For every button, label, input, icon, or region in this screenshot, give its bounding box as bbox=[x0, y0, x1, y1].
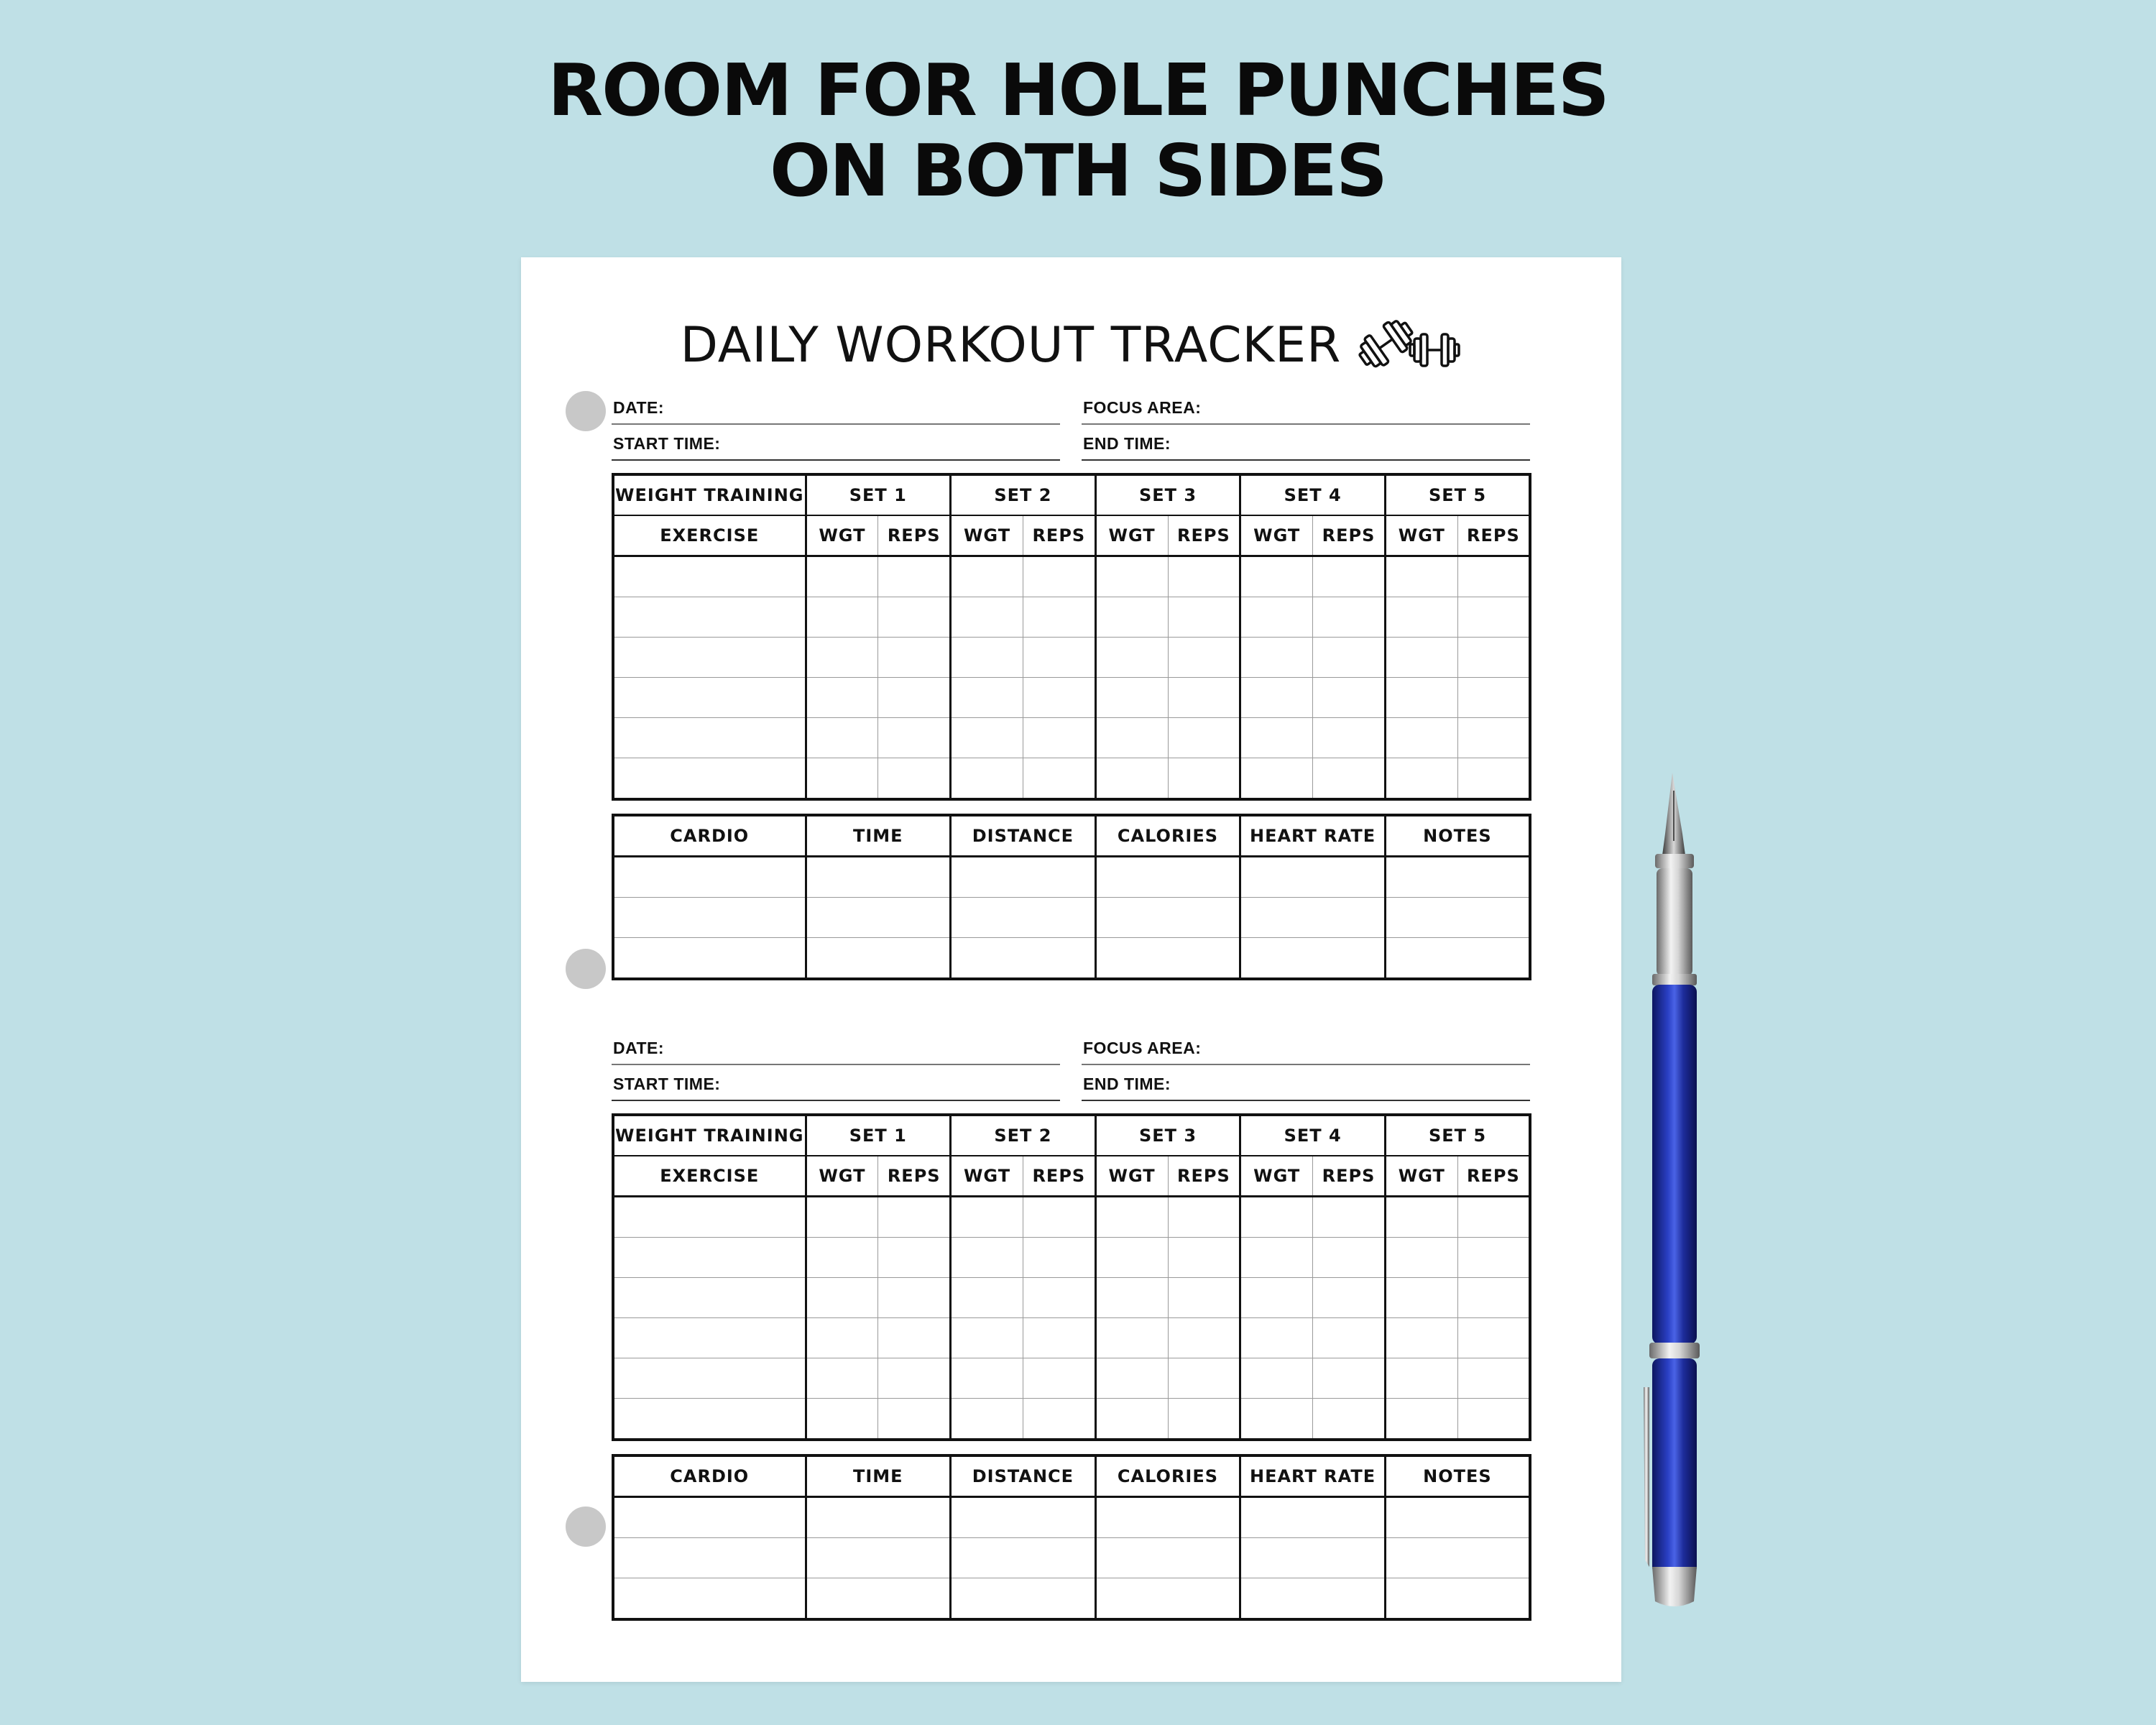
end-time-label: END TIME: bbox=[1083, 1075, 1171, 1093]
reps-cell[interactable] bbox=[1457, 638, 1530, 678]
exercise-cell[interactable] bbox=[613, 678, 806, 718]
reps-cell[interactable] bbox=[878, 638, 951, 678]
reps-cell[interactable] bbox=[1457, 758, 1530, 800]
exercise-row bbox=[613, 638, 1530, 678]
cardio-column-header: HEART RATE bbox=[1240, 815, 1386, 857]
reps-cell[interactable] bbox=[1168, 1238, 1240, 1278]
reps-cell[interactable] bbox=[1457, 597, 1530, 638]
headline bbox=[0, 50, 2156, 211]
wgt-header: WGT bbox=[806, 1156, 878, 1197]
cardio-cell[interactable] bbox=[806, 898, 951, 938]
exercise-row bbox=[613, 1399, 1530, 1440]
cardio-row bbox=[613, 1578, 1530, 1620]
wgt-cell[interactable] bbox=[951, 1197, 1023, 1238]
start-time-field[interactable] bbox=[612, 426, 1060, 461]
cardio-column-header: NOTES bbox=[1385, 1455, 1530, 1497]
set-header: SET 3 bbox=[1095, 474, 1240, 515]
reps-cell[interactable] bbox=[1313, 1238, 1386, 1278]
wgt-cell[interactable] bbox=[1385, 1318, 1457, 1358]
weight-training-header: WEIGHT TRAINING bbox=[613, 1115, 806, 1156]
exercise-cell[interactable] bbox=[613, 1238, 806, 1278]
exercise-cell[interactable] bbox=[613, 556, 806, 597]
wgt-cell[interactable] bbox=[806, 1278, 878, 1318]
reps-cell[interactable] bbox=[1457, 1318, 1530, 1358]
reps-cell[interactable] bbox=[878, 1197, 951, 1238]
reps-cell[interactable] bbox=[1168, 638, 1240, 678]
exercise-row bbox=[613, 758, 1530, 800]
cardio-cell[interactable] bbox=[951, 1538, 1096, 1578]
focus-area-label: FOCUS AREA: bbox=[1083, 398, 1202, 417]
wgt-cell[interactable] bbox=[1240, 678, 1313, 718]
reps-cell[interactable] bbox=[878, 1358, 951, 1399]
reps-cell[interactable] bbox=[1023, 758, 1095, 800]
start-time-field[interactable] bbox=[612, 1067, 1060, 1101]
focus-area-field[interactable] bbox=[1082, 1031, 1530, 1065]
wgt-cell[interactable] bbox=[951, 1399, 1023, 1440]
exercise-cell[interactable] bbox=[613, 1318, 806, 1358]
reps-cell[interactable] bbox=[878, 1238, 951, 1278]
reps-header: REPS bbox=[1313, 1156, 1386, 1197]
reps-cell[interactable] bbox=[878, 678, 951, 718]
exercise-row bbox=[613, 1318, 1530, 1358]
wgt-cell[interactable] bbox=[1385, 1197, 1457, 1238]
exercise-cell[interactable] bbox=[613, 638, 806, 678]
reps-cell[interactable] bbox=[1023, 1358, 1095, 1399]
set-header: SET 2 bbox=[951, 1115, 1096, 1156]
wgt-cell[interactable] bbox=[1385, 718, 1457, 758]
wgt-cell[interactable] bbox=[1095, 1318, 1168, 1358]
wgt-cell[interactable] bbox=[1240, 758, 1313, 800]
wgt-cell[interactable] bbox=[1095, 718, 1168, 758]
reps-cell[interactable] bbox=[1023, 1238, 1095, 1278]
cardio-cell[interactable] bbox=[951, 857, 1096, 898]
wgt-header: WGT bbox=[1240, 515, 1313, 556]
exercise-cell[interactable] bbox=[613, 597, 806, 638]
headline-line-1: ROOM FOR HOLE PUNCHES bbox=[548, 48, 1608, 132]
set-header: SET 4 bbox=[1240, 474, 1386, 515]
reps-cell[interactable] bbox=[1168, 1358, 1240, 1399]
reps-cell[interactable] bbox=[1457, 678, 1530, 718]
cardio-cell[interactable] bbox=[613, 898, 806, 938]
reps-cell[interactable] bbox=[1457, 1399, 1530, 1440]
reps-cell[interactable] bbox=[1457, 1358, 1530, 1399]
cardio-cell[interactable] bbox=[1095, 1578, 1240, 1620]
reps-cell[interactable] bbox=[1168, 1399, 1240, 1440]
cardio-cell[interactable] bbox=[806, 1538, 951, 1578]
wgt-header: WGT bbox=[1095, 1156, 1168, 1197]
workout-section-2 bbox=[612, 1031, 1529, 1621]
cardio-column-header: NOTES bbox=[1385, 815, 1530, 857]
set-header: SET 1 bbox=[806, 474, 951, 515]
wgt-cell[interactable] bbox=[1095, 678, 1168, 718]
punch-hole-top bbox=[566, 391, 606, 431]
reps-cell[interactable] bbox=[1313, 1278, 1386, 1318]
wgt-header: WGT bbox=[1240, 1156, 1313, 1197]
wgt-cell[interactable] bbox=[806, 1399, 878, 1440]
wgt-cell[interactable] bbox=[951, 597, 1023, 638]
reps-cell[interactable] bbox=[1023, 718, 1095, 758]
cardio-cell[interactable] bbox=[806, 857, 951, 898]
exercise-cell[interactable] bbox=[613, 1197, 806, 1238]
reps-cell[interactable] bbox=[1168, 1197, 1240, 1238]
reps-cell[interactable] bbox=[1313, 678, 1386, 718]
reps-header: REPS bbox=[878, 515, 951, 556]
date-field[interactable] bbox=[612, 1031, 1060, 1065]
reps-cell[interactable] bbox=[1023, 597, 1095, 638]
exercise-header: EXERCISE bbox=[613, 1156, 806, 1197]
wgt-cell[interactable] bbox=[1240, 1278, 1313, 1318]
reps-cell[interactable] bbox=[1168, 678, 1240, 718]
end-time-label: END TIME: bbox=[1083, 434, 1171, 453]
cardio-column-header: CARDIO bbox=[613, 815, 806, 857]
reps-header: REPS bbox=[1457, 1156, 1530, 1197]
wgt-header: WGT bbox=[1385, 515, 1457, 556]
cardio-cell[interactable] bbox=[1240, 857, 1386, 898]
cardio-column-header: TIME bbox=[806, 815, 951, 857]
cardio-cell[interactable] bbox=[1095, 857, 1240, 898]
wgt-cell[interactable] bbox=[1240, 1318, 1313, 1358]
pen-end-cap bbox=[1652, 1567, 1697, 1606]
cardio-cell[interactable] bbox=[1385, 898, 1530, 938]
cardio-cell[interactable] bbox=[1385, 938, 1530, 980]
reps-cell[interactable] bbox=[878, 597, 951, 638]
cardio-cell[interactable] bbox=[613, 938, 806, 980]
wgt-cell[interactable] bbox=[1095, 1399, 1168, 1440]
reps-cell[interactable] bbox=[1457, 1278, 1530, 1318]
cardio-cell[interactable] bbox=[1095, 1538, 1240, 1578]
end-time-field[interactable] bbox=[1082, 426, 1530, 461]
cardio-row bbox=[613, 898, 1530, 938]
reps-header: REPS bbox=[878, 1156, 951, 1197]
reps-cell[interactable] bbox=[1168, 556, 1240, 597]
wgt-cell[interactable] bbox=[1385, 758, 1457, 800]
wgt-cell[interactable] bbox=[806, 1197, 878, 1238]
cardio-cell[interactable] bbox=[613, 1538, 806, 1578]
cardio-column-header: CALORIES bbox=[1095, 1455, 1240, 1497]
reps-cell[interactable] bbox=[1313, 556, 1386, 597]
reps-cell[interactable] bbox=[1023, 638, 1095, 678]
wgt-cell[interactable] bbox=[1240, 1358, 1313, 1399]
cardio-cell[interactable] bbox=[806, 938, 951, 980]
reps-cell[interactable] bbox=[1168, 597, 1240, 638]
wgt-cell[interactable] bbox=[806, 678, 878, 718]
wgt-cell[interactable] bbox=[951, 758, 1023, 800]
wgt-cell[interactable] bbox=[806, 556, 878, 597]
wgt-cell[interactable] bbox=[1095, 1278, 1168, 1318]
cardio-cell[interactable] bbox=[1385, 1578, 1530, 1620]
fountain-pen bbox=[1628, 769, 1721, 1617]
pen-barrel bbox=[1652, 985, 1697, 1344]
reps-cell[interactable] bbox=[1023, 1318, 1095, 1358]
wgt-cell[interactable] bbox=[1095, 1358, 1168, 1399]
cardio-cell[interactable] bbox=[613, 1578, 806, 1620]
reps-cell[interactable] bbox=[1313, 597, 1386, 638]
reps-header: REPS bbox=[1168, 1156, 1240, 1197]
wgt-cell[interactable] bbox=[1385, 638, 1457, 678]
date-field[interactable] bbox=[612, 390, 1060, 425]
cardio-cell[interactable] bbox=[806, 1497, 951, 1538]
weight-training-header: WEIGHT TRAINING bbox=[613, 474, 806, 515]
wgt-cell[interactable] bbox=[806, 1318, 878, 1358]
wgt-cell[interactable] bbox=[1240, 1399, 1313, 1440]
wgt-cell[interactable] bbox=[951, 678, 1023, 718]
sheet-header bbox=[521, 309, 1621, 381]
cardio-cell[interactable] bbox=[1385, 1497, 1530, 1538]
set-header: SET 4 bbox=[1240, 1115, 1386, 1156]
cardio-row bbox=[613, 938, 1530, 980]
set-header: SET 5 bbox=[1385, 474, 1530, 515]
wgt-cell[interactable] bbox=[806, 597, 878, 638]
weight-training-table bbox=[612, 473, 1531, 801]
reps-header: REPS bbox=[1313, 515, 1386, 556]
cardio-column-header: HEART RATE bbox=[1240, 1455, 1386, 1497]
wgt-cell[interactable] bbox=[1385, 678, 1457, 718]
date-label: DATE: bbox=[613, 398, 665, 417]
cardio-cell[interactable] bbox=[1385, 1538, 1530, 1578]
reps-cell[interactable] bbox=[1457, 556, 1530, 597]
cardio-column-header: DISTANCE bbox=[951, 1455, 1096, 1497]
wgt-cell[interactable] bbox=[1240, 556, 1313, 597]
reps-header: REPS bbox=[1457, 515, 1530, 556]
punch-hole-bottom bbox=[566, 1506, 606, 1547]
workout-section-1 bbox=[612, 390, 1529, 980]
wgt-cell[interactable] bbox=[1240, 1238, 1313, 1278]
end-time-field[interactable] bbox=[1082, 1067, 1530, 1101]
reps-cell[interactable] bbox=[878, 758, 951, 800]
reps-cell[interactable] bbox=[1168, 1318, 1240, 1358]
wgt-cell[interactable] bbox=[1385, 597, 1457, 638]
exercise-row bbox=[613, 1238, 1530, 1278]
exercise-row bbox=[613, 678, 1530, 718]
wgt-header: WGT bbox=[1095, 515, 1168, 556]
wgt-cell[interactable] bbox=[951, 1358, 1023, 1399]
cardio-cell[interactable] bbox=[951, 1497, 1096, 1538]
wgt-cell[interactable] bbox=[806, 758, 878, 800]
wgt-header: WGT bbox=[806, 515, 878, 556]
wgt-cell[interactable] bbox=[951, 718, 1023, 758]
reps-cell[interactable] bbox=[878, 718, 951, 758]
wgt-cell[interactable] bbox=[1095, 556, 1168, 597]
exercise-row bbox=[613, 1278, 1530, 1318]
reps-cell[interactable] bbox=[1313, 1399, 1386, 1440]
set-header: SET 3 bbox=[1095, 1115, 1240, 1156]
reps-cell[interactable] bbox=[1023, 1278, 1095, 1318]
cardio-column-header: CARDIO bbox=[613, 1455, 806, 1497]
reps-cell[interactable] bbox=[1168, 1278, 1240, 1318]
focus-area-label: FOCUS AREA: bbox=[1083, 1039, 1202, 1057]
reps-cell[interactable] bbox=[1313, 1318, 1386, 1358]
wgt-cell[interactable] bbox=[1095, 597, 1168, 638]
reps-cell[interactable] bbox=[1313, 638, 1386, 678]
wgt-cell[interactable] bbox=[806, 638, 878, 678]
pen-cap bbox=[1652, 1358, 1697, 1574]
cardio-cell[interactable] bbox=[806, 1578, 951, 1620]
cardio-table bbox=[612, 814, 1531, 980]
reps-cell[interactable] bbox=[1023, 1399, 1095, 1440]
cardio-cell[interactable] bbox=[1095, 898, 1240, 938]
reps-cell[interactable] bbox=[878, 1399, 951, 1440]
exercise-row bbox=[613, 1358, 1530, 1399]
wgt-cell[interactable] bbox=[1385, 1358, 1457, 1399]
sheet-title: DAILY WORKOUT TRACKER bbox=[680, 316, 1342, 374]
date-label: DATE: bbox=[613, 1039, 665, 1057]
cardio-cell[interactable] bbox=[951, 898, 1096, 938]
reps-cell[interactable] bbox=[1023, 1197, 1095, 1238]
start-time-label: START TIME: bbox=[613, 1075, 721, 1093]
wgt-cell[interactable] bbox=[1385, 1399, 1457, 1440]
cardio-cell[interactable] bbox=[1240, 898, 1386, 938]
exercise-cell[interactable] bbox=[613, 1278, 806, 1318]
exercise-header: EXERCISE bbox=[613, 515, 806, 556]
wgt-cell[interactable] bbox=[806, 1238, 878, 1278]
reps-cell[interactable] bbox=[1313, 1197, 1386, 1238]
reps-header: REPS bbox=[1023, 1156, 1095, 1197]
reps-cell[interactable] bbox=[878, 1318, 951, 1358]
cardio-row bbox=[613, 857, 1530, 898]
wgt-header: WGT bbox=[951, 515, 1023, 556]
wgt-cell[interactable] bbox=[1385, 1238, 1457, 1278]
cardio-cell[interactable] bbox=[951, 1578, 1096, 1620]
wgt-cell[interactable] bbox=[1240, 638, 1313, 678]
reps-header: REPS bbox=[1023, 515, 1095, 556]
reps-cell[interactable] bbox=[1457, 718, 1530, 758]
weight-training-table bbox=[612, 1113, 1531, 1441]
cardio-cell[interactable] bbox=[1385, 857, 1530, 898]
wgt-cell[interactable] bbox=[1095, 638, 1168, 678]
reps-cell[interactable] bbox=[1457, 1197, 1530, 1238]
reps-cell[interactable] bbox=[1313, 758, 1386, 800]
reps-cell[interactable] bbox=[1168, 758, 1240, 800]
reps-cell[interactable] bbox=[1457, 1238, 1530, 1278]
cardio-cell[interactable] bbox=[1240, 1578, 1386, 1620]
cardio-column-header: DISTANCE bbox=[951, 815, 1096, 857]
wgt-cell[interactable] bbox=[1385, 556, 1457, 597]
set-header: SET 2 bbox=[951, 474, 1096, 515]
wgt-cell[interactable] bbox=[951, 1318, 1023, 1358]
cardio-row bbox=[613, 1497, 1530, 1538]
exercise-row bbox=[613, 597, 1530, 638]
punch-hole-middle bbox=[566, 949, 606, 989]
headline-line-2: ON BOTH SIDES bbox=[769, 129, 1387, 213]
workout-fields bbox=[612, 1031, 1529, 1113]
workout-fields bbox=[612, 390, 1529, 473]
cardio-cell[interactable] bbox=[613, 857, 806, 898]
reps-header: REPS bbox=[1168, 515, 1240, 556]
wgt-cell[interactable] bbox=[1240, 597, 1313, 638]
cardio-column-header: CALORIES bbox=[1095, 815, 1240, 857]
wgt-cell[interactable] bbox=[951, 556, 1023, 597]
wgt-cell[interactable] bbox=[951, 638, 1023, 678]
cardio-column-header: TIME bbox=[806, 1455, 951, 1497]
cardio-row bbox=[613, 1538, 1530, 1578]
pen-clip bbox=[1644, 1387, 1649, 1567]
reps-cell[interactable] bbox=[1168, 718, 1240, 758]
wgt-cell[interactable] bbox=[1385, 1278, 1457, 1318]
pen-band bbox=[1649, 1343, 1700, 1358]
wgt-cell[interactable] bbox=[951, 1238, 1023, 1278]
cardio-cell[interactable] bbox=[613, 1497, 806, 1538]
start-time-label: START TIME: bbox=[613, 434, 721, 453]
cardio-cell[interactable] bbox=[951, 938, 1096, 980]
reps-cell[interactable] bbox=[1313, 1358, 1386, 1399]
wgt-header: WGT bbox=[1385, 1156, 1457, 1197]
reps-cell[interactable] bbox=[878, 1278, 951, 1318]
wgt-cell[interactable] bbox=[1095, 758, 1168, 800]
cardio-table bbox=[612, 1454, 1531, 1621]
cardio-cell[interactable] bbox=[1095, 1497, 1240, 1538]
wgt-header: WGT bbox=[951, 1156, 1023, 1197]
reps-cell[interactable] bbox=[1023, 556, 1095, 597]
wgt-cell[interactable] bbox=[1240, 718, 1313, 758]
reps-cell[interactable] bbox=[878, 556, 951, 597]
wgt-cell[interactable] bbox=[806, 1358, 878, 1399]
exercise-cell[interactable] bbox=[613, 1399, 806, 1440]
exercise-cell[interactable] bbox=[613, 718, 806, 758]
wgt-cell[interactable] bbox=[1095, 1197, 1168, 1238]
planner-sheet bbox=[521, 257, 1621, 1682]
focus-area-field[interactable] bbox=[1082, 390, 1530, 425]
cardio-cell[interactable] bbox=[1240, 1497, 1386, 1538]
cardio-cell[interactable] bbox=[1240, 1538, 1386, 1578]
cardio-cell[interactable] bbox=[1240, 938, 1386, 980]
wgt-cell[interactable] bbox=[1240, 1197, 1313, 1238]
set-header: SET 1 bbox=[806, 1115, 951, 1156]
set-header: SET 5 bbox=[1385, 1115, 1530, 1156]
exercise-cell[interactable] bbox=[613, 1358, 806, 1399]
reps-cell[interactable] bbox=[1313, 718, 1386, 758]
wgt-cell[interactable] bbox=[1095, 1238, 1168, 1278]
cardio-cell[interactable] bbox=[1095, 938, 1240, 980]
exercise-row bbox=[613, 1197, 1530, 1238]
reps-cell[interactable] bbox=[1023, 678, 1095, 718]
wgt-cell[interactable] bbox=[951, 1278, 1023, 1318]
exercise-row bbox=[613, 556, 1530, 597]
dumbbell-icon bbox=[1354, 313, 1462, 377]
exercise-row bbox=[613, 718, 1530, 758]
wgt-cell[interactable] bbox=[806, 718, 878, 758]
pen-grip bbox=[1657, 868, 1692, 976]
exercise-cell[interactable] bbox=[613, 758, 806, 800]
